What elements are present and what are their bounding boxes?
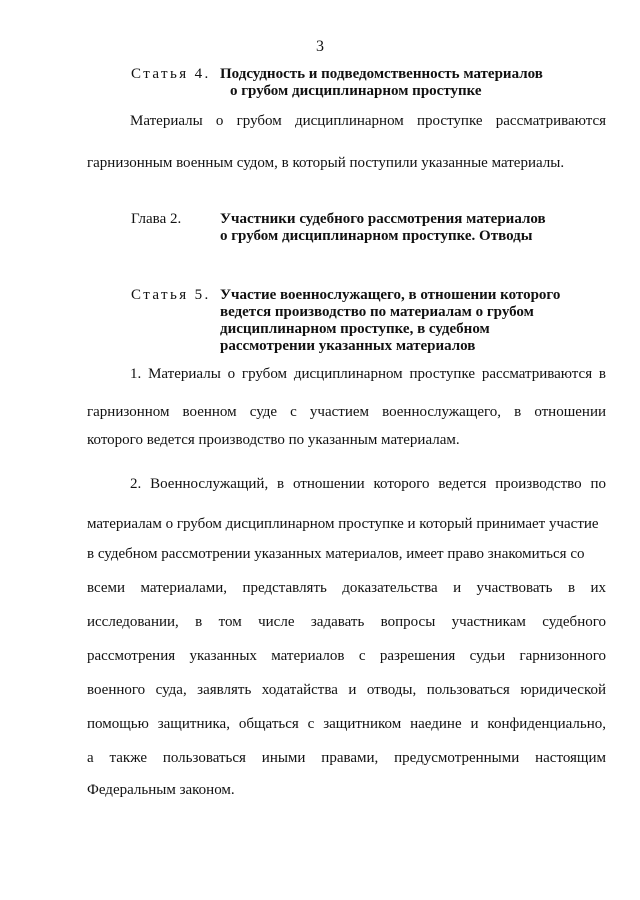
body-line: которого ведется производство по указанным материалам. [87,432,460,448]
article-4-title-line: Подсудность и подведомственность материалов [220,66,543,82]
body-line: гарнизонном военном суде с участием военнослужащего, в отношении [87,404,606,420]
body-line: материалам о грубом дисциплинарном проступке и который принимает участие [87,516,599,532]
page-number: 3 [316,38,324,55]
body-line: в судебном рассмотрении указанных материалов, имеет право знакомиться со [87,546,585,562]
chapter-2-title-line: Участники судебного рассмотрения материалов [220,211,546,227]
article-5-title [220,287,560,355]
body-line: военного суда, заявлять ходатайства и отводы, пользоваться юридической [87,682,606,698]
article-5-paragraph-2 [87,475,606,799]
body-line: 1. Материалы о грубом дисциплинарном проступке рассматриваются в [130,366,606,382]
article-5-paragraph-1 [87,365,606,449]
body-line: помощью защитника, общаться с защитником наедине и конфиденциально, [87,716,606,732]
chapter-2-title-line: о грубом дисциплинарном проступке. Отводы [220,228,533,244]
article-5-title-line: дисциплинарном проступке, в судебном [220,321,490,337]
body-line: Федеральным законом. [87,782,235,798]
chapter-2-label: Глава 2. [131,211,182,227]
article-5-title-line: рассмотрении указанных материалов [220,338,476,354]
article-4-heading [131,66,543,100]
body-line: Материалы о грубом дисциплинарном проступке рассматриваются [130,113,606,129]
body-line: всеми материалами, представлять доказательства и участвовать в их [87,580,606,596]
chapter-2-heading [131,211,546,245]
article-5-title-line: Участие военнослужащего, в отношении которого [220,287,561,303]
article-4-body [87,112,606,172]
body-line: а также пользоваться иными правами, предусмотренными настоящим [87,750,606,766]
article-5-title-line: ведется производство по материалам о грубом [220,304,534,320]
chapter-2-title [220,211,546,245]
body-line: исследовании, в том числе задавать вопросы участникам судебного [87,614,606,630]
article-5-heading [131,287,560,355]
body-line: рассмотрения указанных материалов с разрешения судьи гарнизонного [87,648,606,664]
article-4-title [220,66,543,100]
article-4-title-line: о грубом дисциплинарном проступке [230,83,482,99]
article-5-label: Статья 5. [131,287,211,303]
body-line: 2. Военнослужащий, в отношении которого ведется производство по [130,476,606,492]
body-line: гарнизонным военным судом, в который поступили указанные материалы. [87,155,565,171]
article-4-label: Статья 4. [131,66,211,82]
